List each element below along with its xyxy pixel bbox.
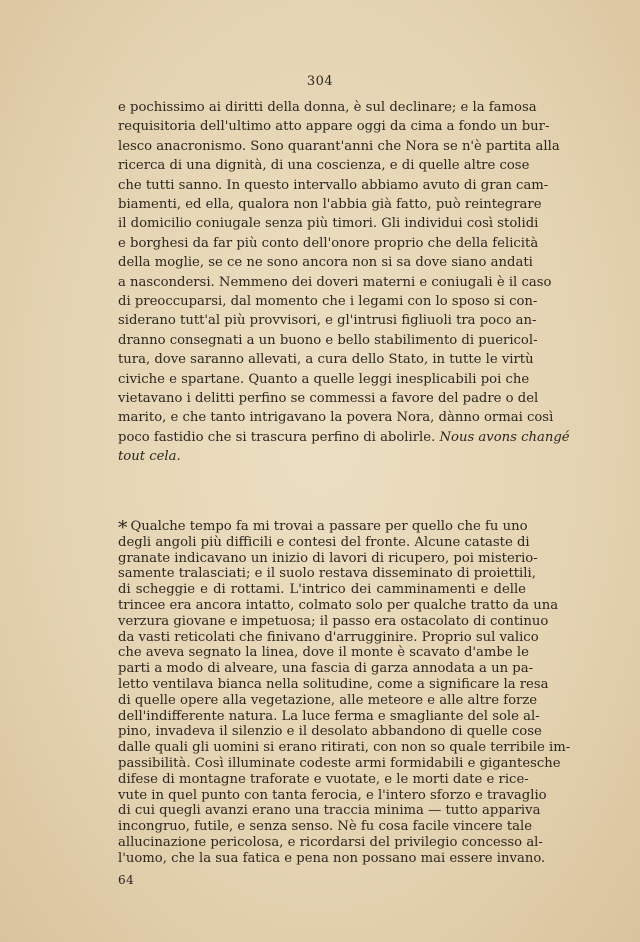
text-line: incongruo, futile, e senza senso. Nè fu cosa facile vincere tale xyxy=(118,819,533,835)
text-line: e borghesi da far più conto dell'onore proprio che della felicità xyxy=(118,235,539,251)
text-line: marito, e che tanto intrigavano la povera Nora, dànno ormai così xyxy=(118,410,554,426)
text-line: biamenti, ed ella, qualora non l'abbia già fatto, può reintegrare xyxy=(118,197,542,212)
text-line: il domicilio coniugale senza più timori. Gli individui così stolidi xyxy=(118,216,539,232)
text-line: civiche e spartane. Quanto a quelle leggi inesplicabili poi che xyxy=(118,371,530,387)
text-line: tura, dove saranno allevati, a cura dello Stato, in tutte le virtù xyxy=(118,352,534,368)
text-line: passibilità. Così illuminate codeste armi formidabili e gigantesche xyxy=(118,756,561,771)
text-run: poco fastidio che si trascura perfino di abolirle. xyxy=(118,429,436,445)
text-line: parti a modo di alveare, una fascia di garza annodata a un pa- xyxy=(118,661,534,677)
text-line: da vasti reticolati che finivano d'arrugginire. Proprio sul valico xyxy=(118,629,539,645)
text-line: verzura giovane e impetuosa; il passo era ostacolato di continuo xyxy=(118,613,549,629)
text-line: allucinazione pericolosa, e ricordarsi del privilegio concesso al- xyxy=(118,835,543,850)
text-line: pino, invadeva il silenzio e il desolato abbandono di quelle cose xyxy=(118,724,542,740)
text-line xyxy=(118,428,570,447)
text-line: l'uomo, che la sua fatica e pena non possano mai essere invano. xyxy=(118,850,546,866)
text-line: e pochissimo ai diritti della donna, è sul declinare; e la famosa xyxy=(118,100,537,115)
text-line: dranno consegnati a un buono e bello stabilimento di puericol- xyxy=(118,332,538,348)
text-line: ricerca di una dignità, di una coscienza, e di quelle altre cose xyxy=(118,158,530,174)
text-line: di preoccuparsi, dal momento che i legami con lo sposo si con- xyxy=(118,294,538,309)
text-line: granate indicavano un inizio di lavori di ricupero, poi misterio- xyxy=(118,550,538,566)
text-line: di scheggie e di rottami. L'intrico dei camminamenti e delle xyxy=(118,582,526,598)
text-line: trincee era ancora intatto, colmato solo per qualche tratto da una xyxy=(118,598,559,613)
page-number: 304 xyxy=(306,74,334,89)
text-line xyxy=(118,517,528,539)
text-line: di cui quegli avanzi erano una traccia minima — tutto appariva xyxy=(118,803,541,819)
text-line: difese di montagne traforate e vuotate, e le morti date e rice- xyxy=(118,771,529,787)
text-line: dell'indifferente natura. La luce ferma e smagliante del sole al- xyxy=(118,708,540,724)
text-line: vute in quel punto con tanta ferocia, e l'intero sforzo e travaglio xyxy=(118,787,547,803)
text-line: della moglie, se ce ne sono ancora non si sa dove siano andati xyxy=(118,255,533,271)
text-line xyxy=(118,447,526,466)
text-line: a nascondersi. Nemmeno dei doveri materni e coniugali è il caso xyxy=(118,274,552,290)
text-line: dalle quali gli uomini si erano ritirati, con non so quale terribile im- xyxy=(118,740,571,756)
printer-signature-mark: 64 xyxy=(118,872,135,887)
text-line: di quelle opere alla vegetazione, alle meteore e alle altre forze xyxy=(118,692,538,708)
italic-quote: tout cela. xyxy=(118,449,181,465)
text-line: letto ventilava bianca nella solitudine, come a significare la resa xyxy=(118,677,549,692)
text-line: che aveva segnato la linea, dove il monte è scavato d'ambe le xyxy=(118,645,529,661)
text-line: vietavano i delitti perfino se commessi a favore del padre o del xyxy=(118,391,539,406)
text-line: siderano tutt'al più provvisori, e gl'intrusi figliuoli tra poco an- xyxy=(118,313,537,329)
text-line: che tutti sanno. In questo intervallo abbiamo avuto di gran cam- xyxy=(118,177,549,193)
text-line: lesco anacronismo. Sono quarant'anni che Nora se n'è partita alla xyxy=(118,138,560,154)
section-asterisk: * xyxy=(118,517,128,539)
text-line: samente tralasciati; e il suolo restava disseminato di proiettili, xyxy=(118,566,536,582)
text-line: requisitoria dell'ultimo atto appare oggi da cima a fondo un bur- xyxy=(118,119,550,135)
text-run: Qualche tempo fa mi trovai a passare per quello che fu uno xyxy=(130,519,528,534)
italic-quote: Nous avons changé xyxy=(439,429,570,445)
text-line: degli angoli più difficili e contesi del fronte. Alcune cataste di xyxy=(118,534,530,550)
